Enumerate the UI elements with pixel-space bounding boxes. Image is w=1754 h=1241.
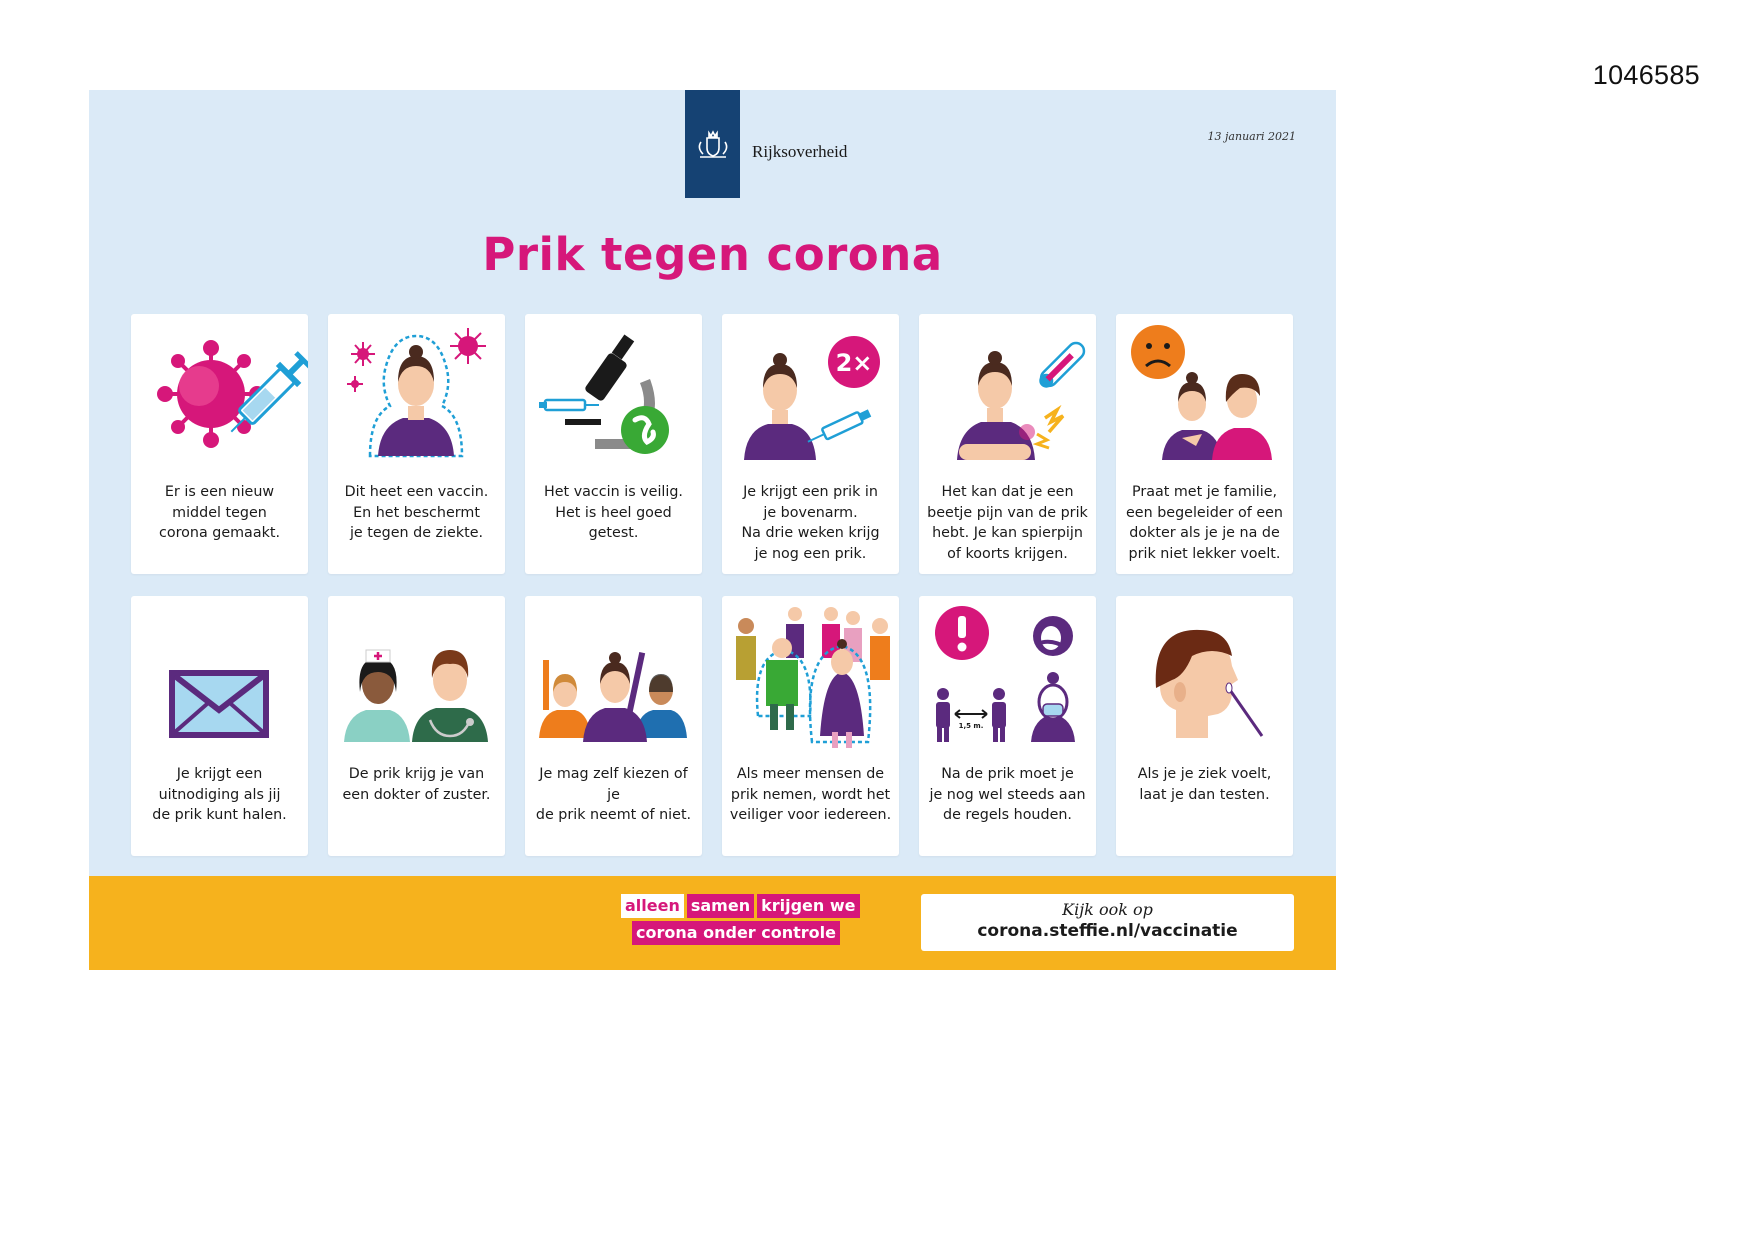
info-card	[722, 596, 899, 856]
nurse-doctor-icon	[328, 596, 505, 756]
card-caption: Er is een nieuw middel tegen corona gemaakt.	[158, 484, 281, 541]
card-caption: De prik krijg je van een dokter of zuster.	[342, 766, 491, 803]
info-card	[919, 314, 1096, 574]
envelope-icon	[131, 596, 308, 756]
distance-mask-icon	[919, 596, 1096, 756]
slogan	[621, 894, 860, 948]
card-caption: Als je je ziek voelt, laat je dan testen.	[1137, 766, 1272, 803]
sore-arm-thermometer-icon	[919, 314, 1096, 474]
poster	[89, 90, 1336, 970]
card-caption: Je mag zelf kiezen of je de prik neemt of niet.	[535, 766, 692, 823]
nose-swab-test-icon	[1116, 596, 1293, 756]
info-card	[131, 596, 308, 856]
link-url[interactable]: corona.steffie.nl/vaccinatie	[977, 921, 1238, 941]
sad-face-talk-icon	[1116, 314, 1293, 474]
info-card	[919, 596, 1096, 856]
card-caption: Je krijgt een prik in je bovenarm. Na drie weken krijg je nog een prik.	[741, 484, 880, 562]
coat-of-arms-icon	[693, 124, 733, 164]
info-card	[131, 314, 308, 574]
card-caption: Het kan dat je een beetje pijn van de prik hebt. Je kan spierpijn of koorts krijgen.	[927, 484, 1088, 562]
slogan-word: alleen	[621, 894, 684, 918]
info-card	[328, 596, 505, 856]
info-card	[525, 314, 702, 574]
logo-text: Rijksoverheid	[752, 142, 848, 161]
card-caption: Je krijgt een uitnodiging als jij de prik kunt halen.	[152, 766, 287, 823]
info-card	[722, 314, 899, 574]
document-id: 1046585	[1592, 60, 1700, 90]
footer-band	[89, 876, 1336, 970]
two-times-badge: 2×	[835, 349, 873, 377]
virus-syringe-icon	[131, 314, 308, 474]
website-link[interactable]	[921, 894, 1294, 951]
rijksoverheid-logo	[685, 90, 740, 198]
card-caption: Dit heet een vaccin. En het beschermt je tegen de ziekte.	[344, 484, 489, 541]
slogan-word: krijgen we	[757, 894, 859, 918]
card-caption: Na de prik moet je je nog wel steeds aan de regels houden.	[929, 766, 1086, 823]
card-caption: Als meer mensen de prik nemen, wordt het veiliger voor iedereen.	[729, 766, 892, 823]
distance-label: 1,5 m.	[958, 722, 984, 730]
info-card	[1116, 314, 1293, 574]
microscope-check-icon	[525, 314, 702, 474]
slogan-word: corona onder controle	[632, 921, 840, 945]
info-card	[525, 596, 702, 856]
slogan-word: samen	[687, 894, 754, 918]
protected-crowd-icon	[722, 596, 899, 756]
card-caption: Praat met je familie, een begeleider of een dokter als je je na de prik niet lekker voelt.	[1126, 484, 1283, 562]
info-card	[1116, 596, 1293, 856]
protected-woman-icon	[328, 314, 505, 474]
info-card	[328, 314, 505, 574]
raised-hands-icon	[525, 596, 702, 756]
link-intro: Kijk ook op	[1062, 900, 1153, 919]
card-caption: Het vaccin is veilig. Het is heel goed getest.	[544, 484, 683, 541]
page-title: Prik tegen corona	[482, 228, 943, 281]
date: 13 januari 2021	[1207, 130, 1296, 143]
two-times-injection-icon	[722, 314, 899, 474]
